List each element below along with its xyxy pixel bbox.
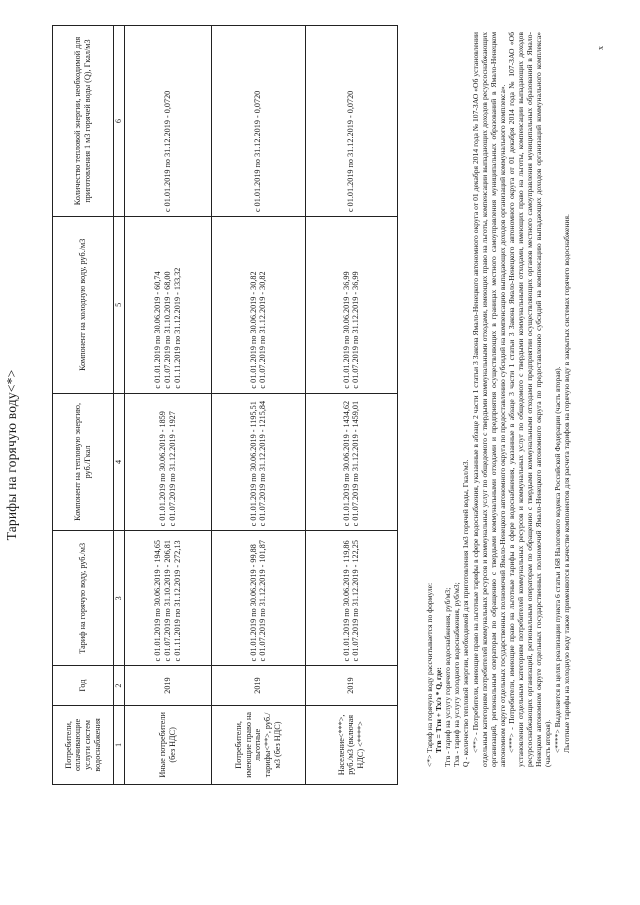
column-number: 6 [114, 26, 125, 217]
year-cell: 2019 [211, 666, 305, 705]
footnotes [425, 32, 571, 767]
consumer-cell: Население<***>, руб./м3 (включая НДС) <****> [305, 705, 397, 784]
tariff-period: с 01.11.2019 по 31.12.2019 - 272,13 [172, 540, 182, 662]
column-number: 4 [114, 393, 125, 531]
cold-period: с 01.07.2019 по 31.10.2019 - 68,00 [162, 271, 172, 389]
note-cold-water: Льготные тарифы на холодную воду также применяются в качестве компонентов для расчета тарифов на горячую воду в закрытых системах горячего водоснабжения. [561, 214, 571, 753]
note-definition: Тгв - тариф на услугу горячего водоснабжения, руб/м3; [443, 587, 453, 767]
tariff-table [52, 25, 398, 785]
consumer-cell: Иные потребители (без НДС) [124, 705, 211, 784]
cold-period: с 01.01.2019 по 30.06.2019 - 30,82 [248, 271, 258, 389]
rotated-page [0, 15, 620, 895]
column-number: 3 [114, 531, 125, 666]
cold-period: с 01.07.2019 по 31.12.2019 - 36,99 [351, 271, 361, 389]
tariff-period: с 01.01.2019 по 30.06.2019 - 119,86 [341, 540, 351, 662]
tariff-period: с 01.01.2019 по 30.06.2019 - 194,65 [153, 540, 163, 662]
cold-component-cell [211, 217, 305, 394]
year-cell: 2019 [305, 666, 397, 705]
column-number: 5 [114, 217, 125, 394]
column-number: 1 [114, 705, 125, 784]
note-preferential-2: <***> - Потребители, имеющие право на льготные тарифы в сфере водоснабжения, указанные в абзаце 3 части 1 статьи 3 Закона Ямало-Ненецкого автономного округа от 01 декабря 2014 года № 107-ЗАО «Об установлении отдельным категориям потребителей коммунальных ресурсов и коммунальных услуг по общедомого с твердыми коммунальными отходами, имеющих право на льготы, компенсации выпадающих доходов ресурсоснабжающих организаций, региональным операторам по обращению с твердыми коммунальными отходами предприятии осуществляющих органов местного самоуправления муниципальных образований в Ямало-Ненецком автономном округе отдельных государственных полномочий Ямало-Ненецкого автономного округа по предоставлению субсидий на компенсацию выпадающих доходов организаций коммунального комплекса» (часть вторая). [506, 32, 553, 767]
table-header-row [53, 26, 114, 785]
page-mark: x [596, 46, 605, 50]
heat-component-cell [124, 393, 211, 531]
table-row [124, 26, 211, 785]
consumer-cell: Потребители, имеющие право на льготные тарифы<**>, руб./м3 (без НДС) [211, 705, 305, 784]
column-number-row [114, 26, 125, 785]
tariff-cell [305, 531, 397, 666]
heat-quantity-cell [124, 26, 211, 217]
heat-period: с 01.07.2019 по 31.12.2019 - 1215,84 [258, 400, 268, 527]
header-year: Год [53, 666, 114, 705]
q-period: с 01.01.2019 по 31.12.2019 - 0,0720 [162, 90, 172, 213]
header-heat-component: Компонент на тепловую энергию, руб./Гкал [53, 393, 114, 531]
q-period: с 01.01.2019 по 31.12.2019 - 0,0720 [346, 90, 356, 213]
heat-component-cell [211, 393, 305, 531]
heat-period: с 01.01.2019 по 30.06.2019 - 1859 [158, 411, 167, 527]
heat-component-cell [305, 393, 397, 531]
heat-quantity-cell [305, 26, 397, 217]
column-number: 2 [114, 666, 125, 705]
note-vat: <****> Выделяется в целях реализации пункта 6 статьи 168 Налогового кодекса Российской Федерации (часть вторая). [552, 366, 562, 753]
header-heat-quantity: Количество тепловой энергии, необходимой для приготовления 1 м3 горячей воды (Q), Гкал/м3 [53, 26, 114, 217]
tariff-period: с 01.07.2019 по 31.12.2019 - 122,25 [351, 540, 361, 662]
tariff-period: с 01.07.2019 по 31.12.2019 - 101,87 [258, 540, 268, 662]
note-formula: Тгв = Ттн + Тх/з * Q, где: [434, 667, 444, 753]
note-formula-intro: <*> Тариф на горячую воду рассчитывается по формуле: [425, 582, 434, 767]
tariff-cell [211, 531, 305, 666]
heat-period: с 01.01.2019 по 30.06.2019 - 1434,62 [341, 400, 351, 527]
heat-quantity-cell [211, 26, 305, 217]
table-row [305, 26, 397, 785]
header-tariff: Тариф на горячую воду, руб./м3 [53, 531, 114, 666]
heat-period: с 01.07.2019 по 31.12.2019 - 1927 [167, 411, 177, 527]
cold-period: с 01.01.2019 по 30.06.2019 - 36,99 [341, 271, 351, 389]
header-cold-component: Компонент на холодную воду, руб./м3 [53, 217, 114, 394]
tariff-cell [124, 531, 211, 666]
tariff-period: с 01.07.2019 по 31.10.2019 - 206,81 [162, 540, 172, 662]
cold-component-cell [305, 217, 397, 394]
cold-period: с 01.11.2019 по 31.12.2019 - 133,32 [172, 267, 182, 389]
note-definition: Тхв - тариф на услугу холодного водоснабжения, руб/м3; [452, 582, 462, 767]
tariff-period: с 01.01.2019 по 30.06.2019 - 99,88 [248, 544, 258, 662]
cold-component-cell [124, 217, 211, 394]
heat-period: с 01.07.2019 по 31.12.2019 - 1459,01 [351, 400, 361, 527]
note-definition: Q - количество тепловой энергии, необходимой для приготовления 1м3 горячей воды, Гкал/м3. [461, 459, 471, 767]
cold-period: с 01.01.2019 по 30.06.2019 - 60,74 [153, 271, 163, 389]
header-consumers: Потребители, оплачивающие услуги систем водоснабжения [53, 705, 114, 784]
note-preferential-1: <**> - Потребители, имеющие право на льготные тарифы в сфере водоснабжения, указанные в абзаце 2 части 1 статьи 3 Закона Ямало-Ненецкого автономного округа от 01 декабря 2014 года № 107-ЗАО «Об установлении отдельным категориям потребителей коммунальных ресурсов и коммунальных услуг по общедомого с твердыми коммунальными отходами, имеющих право на льготы, компенсации выпадающих доходов ресурсоснабжающих организаций, региональным операторам по обращению с твердыми коммунальными отходами и предприятия осуществляющих в границах местного самоуправления муниципальных образований в Ямало-Ненецком автономном округе отдельных государственных полномочий Ямало-Ненецкого автономного округа по предоставлению субсидий на компенсацию выпадающих доходов организаций коммунального комплекса». [470, 32, 507, 767]
q-period: с 01.01.2019 по 31.12.2019 - 0,0720 [253, 90, 263, 213]
heat-period: с 01.01.2019 по 30.06.2019 - 1195,51 [248, 401, 258, 527]
table-row [211, 26, 305, 785]
year-cell: 2019 [124, 666, 211, 705]
cold-period: с 01.07.2019 по 31.12.2019 - 30,82 [258, 271, 268, 389]
page-title: Тарифы на горячую воду<*> [4, 369, 19, 541]
